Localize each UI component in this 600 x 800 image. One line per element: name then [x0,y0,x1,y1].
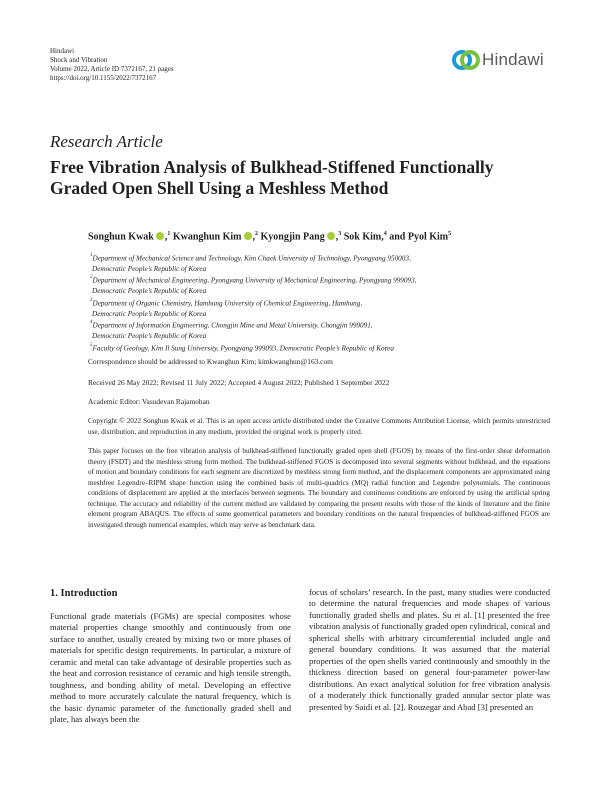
author-name[interactable]: Kwanghun Kim [172,231,242,243]
author-name[interactable]: and Pyol Kim [389,231,449,243]
author-name[interactable]: Kyongjin Pang [260,231,325,243]
body-column-right: focus of scholars’ research. In the past, many studies were conducted to determine the natural frequencies and mode shapes of various functionally graded shells and plates. Su et al. [1] presented the free vibration analysis of functionally graded open cylindrical, conical and spherical shells with arbitrary circumferential included angle and general boundary conditions. It was assumed that the material properties of the open shells varied continuously and smoothly in the thickness direction based on general four-parameter power-law distributions. An exact analytical solution for free vibration analysis of a moderately thick functionally graded annular sector plate was presented by Saidi et al. [2]. Rouzegar and Abad [3] presented an [309,587,550,712]
affiliation-item: $^3$Department of Organic Chemistry, Hamhung University of Chemical Engineering, Hamhung, Democratic People’s Republic of Korea [90,297,363,318]
journal-name: Shock and Vibration [50,56,108,64]
author-affil-ref: 5 [448,231,452,237]
body-column-left: Functional grade materials (FGMs) are special composites whose material properties change smoothly and continuously from one surface to another, usually created by mixing two or more phases of materials for specific design requirements. In particular, a mixture of ceramic and metal can take advantage of desirable properties such as the heat and corrosion resistance of ceramic and high tensile strength, toughness, and bonding ability of metal. Developing an effective method to more accurately calculate the natural frequency, which is the basic dynamic parameter of the functionally graded shell and plate, has always been the [50,611,291,725]
doi-link[interactable]: https://doi.org/10.1155/2022/7372167 [50,74,157,82]
correspondence: Correspondence should be addressed to Kwanghun Kim; kimkwanghun@163.com [88,357,333,366]
paper-title: Free Vibration Analysis of Bulkhead-Stiffened Functionally Graded Open Shell Using a Meshless Method [50,157,494,198]
abstract: This paper focuses on the free vibration analysis of bulkhead-stiffened functionally graded open shell (FGOS) by means of the first-order shear deformation theory (FSDT) and the meshless strong form method. The bulkhead-stiffened FGOS is decomposed into several segments without bulkhead, and the equations of motion and boundary conditions for each segment are discretized by meshless strong form method, and the displacement components are approximated using meshfree Legendre–RIPM shape function using the combined basis of multi-quadrics (MQ) radial function and Legendre polynomials. The continuous conditions of displacement are applied at the interfaces between segments. The boundary and continuous conditions are enforced by using the artificial spring technique. The accuracy and reliability of the current method are validated by comparing the present results with those of the kinds of literature and the finite element program ABAQUS. The effects of some geometrical parameters and boundary conditions on the natural frequencies of bulkhead-stiffened FGOS are investigated through numerical examples, which may serve as benchmark data. [88,447,550,529]
affiliations [88,252,558,353]
hindawi-logo-icon [452,46,482,74]
author-affil-ref: 4 [383,231,387,237]
author-affil-ref: 2 [255,231,259,237]
dates-line: Received 26 May 2022; Revised 11 July 2022; Accepted 4 August 2022; Published 1 September 2022 [88,378,390,387]
journal-metadata [50,47,174,83]
copyright-notice: Copyright © 2022 Songhun Kwak et al. This is an open access article distributed under the Creative Commons Attribution License, which permits unrestricted use, distribution, and reproduction in any medium, provided the original work is properly cited. [88,417,550,436]
logo-wordmark: Hindawi [482,50,544,69]
affiliation-item: $^4$Department of Information Engineering, Chongjin Mine and Metal University, Chongjin 999091, Democratic People’s Republic of Korea [90,320,373,341]
affiliation-item: $^5$Faculty of Geology, Kim Il Sung University, Pyongyang 999093, Democratic People’s Republic of Korea [90,342,394,352]
hindawi-logo [452,46,562,74]
academic-editor: Academic Editor: Vasudevan Rajamohan [88,397,210,406]
publisher-name: Hindawi [50,47,75,55]
affiliation-item: $^2$Department of Mechanical Engineering, Pyongyang University of Mechanical Engineering, Pyongyang 999093, Democratic People’s Republic of Korea [90,275,417,296]
author-affil-ref: 1 [167,231,171,237]
orcid-icon[interactable] [244,232,252,240]
author-affil-ref: 3 [338,231,342,237]
volume-line: Volume 2022, Article ID 7372167, 21 pages [50,65,174,73]
author-name[interactable]: Sok Kim, [343,231,384,243]
section-heading: 1. Introduction [50,588,118,599]
article-type: Research Article [50,132,163,151]
orcid-icon[interactable] [327,232,335,240]
orcid-icon[interactable] [156,232,164,240]
author-name[interactable]: Songhun Kwak [88,231,154,243]
affiliation-item: $^1$Department of Mechanical Science and Technology, Kim Chaek University of Technology, Pyongyang 950003, Democratic People’s Republic of Korea [90,253,411,273]
author-list: Songhun Kwak ,$^1$ Kwanghun Kim ,$^2$ Kyongjin Pang ,$^3$ Sok Kim,$^4$ and Pyol Kim$^5$ [88,231,452,243]
